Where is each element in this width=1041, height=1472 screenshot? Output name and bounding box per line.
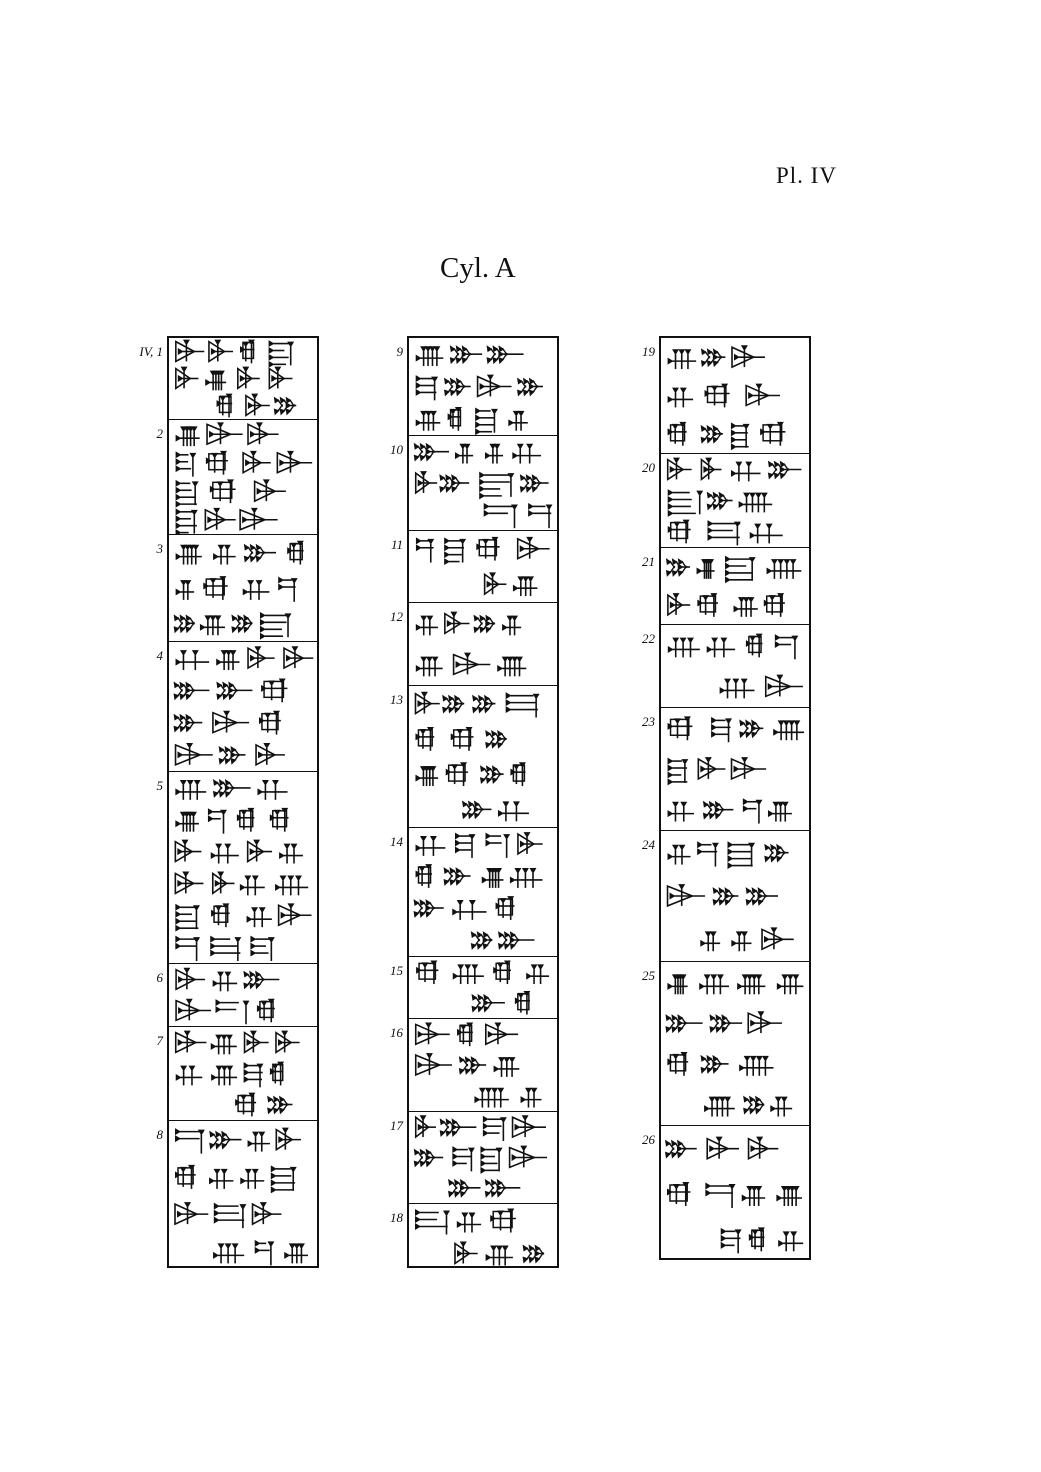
cuneiform-signs — [661, 831, 809, 961]
line-number: 26 — [642, 1132, 655, 1147]
cuneiform-signs — [169, 535, 317, 641]
inscription-case — [169, 642, 317, 772]
line-number: 23 — [642, 714, 655, 729]
line-number: 10 — [390, 442, 403, 457]
cuneiform-signs — [409, 1112, 557, 1203]
inscription-case — [409, 603, 557, 686]
cuneiform-signs — [409, 1204, 557, 1270]
inscription-case — [661, 625, 809, 708]
line-number: 7 — [156, 1033, 163, 1048]
plate-label: Pl. IV — [776, 163, 837, 188]
cuneiform-signs — [661, 708, 809, 830]
cuneiform-signs — [169, 1027, 317, 1120]
inscription-case — [661, 548, 809, 625]
inscription-case — [169, 1027, 317, 1121]
cuneiform-signs — [409, 686, 557, 827]
cuneiform-column-2 — [407, 336, 559, 1268]
line-number: 24 — [642, 837, 655, 852]
inscription-case — [169, 535, 317, 642]
inscription-case — [409, 686, 557, 828]
inscription-case — [409, 531, 557, 603]
line-number: 25 — [642, 968, 655, 983]
inscription-case — [409, 1019, 557, 1112]
inscription-case — [169, 964, 317, 1027]
line-number: 4 — [156, 648, 163, 663]
inscription-case — [169, 772, 317, 964]
line-number: 11 — [390, 537, 403, 552]
cuneiform-signs — [169, 1121, 317, 1270]
line-number: IV, 1 — [139, 344, 163, 359]
line-number: 21 — [642, 554, 655, 569]
inscription-case — [409, 338, 557, 436]
cuneiform-column-3 — [659, 336, 811, 1260]
inscription-case — [661, 962, 809, 1126]
inscription-case — [661, 708, 809, 831]
inscription-case — [409, 436, 557, 531]
inscription-case — [169, 1121, 317, 1270]
cuneiform-signs — [169, 964, 317, 1026]
line-number: 13 — [390, 692, 403, 707]
line-number: 18 — [390, 1210, 403, 1225]
cuneiform-signs — [409, 436, 557, 530]
line-number: 22 — [642, 631, 655, 646]
cuneiform-signs — [169, 338, 317, 419]
cuneiform-signs — [409, 957, 557, 1018]
line-number: 6 — [156, 970, 163, 985]
line-number: 16 — [390, 1025, 403, 1040]
inscription-case — [169, 420, 317, 535]
cuneiform-signs — [409, 1019, 557, 1111]
cuneiform-signs — [169, 772, 317, 963]
cuneiform-signs — [661, 454, 809, 547]
inscription-case — [409, 828, 557, 957]
cuneiform-signs — [409, 603, 557, 685]
inscription-case — [661, 1126, 809, 1262]
cuneiform-signs — [409, 828, 557, 956]
inscription-case — [409, 1204, 557, 1270]
line-number: 12 — [390, 609, 403, 624]
cuneiform-signs — [169, 420, 317, 534]
inscription-case — [661, 454, 809, 548]
line-number: 20 — [642, 460, 655, 475]
cuneiform-column-1 — [167, 336, 319, 1268]
cuneiform-signs — [409, 531, 557, 602]
line-number: 19 — [642, 344, 655, 359]
line-number: 5 — [156, 778, 163, 793]
line-number: 15 — [390, 963, 403, 978]
cuneiform-signs — [409, 338, 557, 435]
line-number: 14 — [390, 834, 403, 849]
inscription-case — [169, 338, 317, 420]
cuneiform-signs — [169, 642, 317, 771]
line-number: 3 — [156, 541, 163, 556]
cuneiform-signs — [661, 1126, 809, 1262]
inscription-case — [409, 957, 557, 1019]
inscription-case — [409, 1112, 557, 1204]
line-number: 17 — [390, 1118, 403, 1133]
cuneiform-signs — [661, 625, 809, 707]
cuneiform-signs — [661, 548, 809, 624]
line-number: 8 — [156, 1127, 163, 1142]
line-number: 9 — [396, 344, 403, 359]
cuneiform-signs — [661, 338, 809, 453]
page-title: Cyl. A — [440, 252, 516, 284]
line-number: 2 — [156, 426, 163, 441]
cuneiform-signs — [661, 962, 809, 1125]
inscription-case — [661, 831, 809, 962]
inscription-case — [661, 338, 809, 454]
